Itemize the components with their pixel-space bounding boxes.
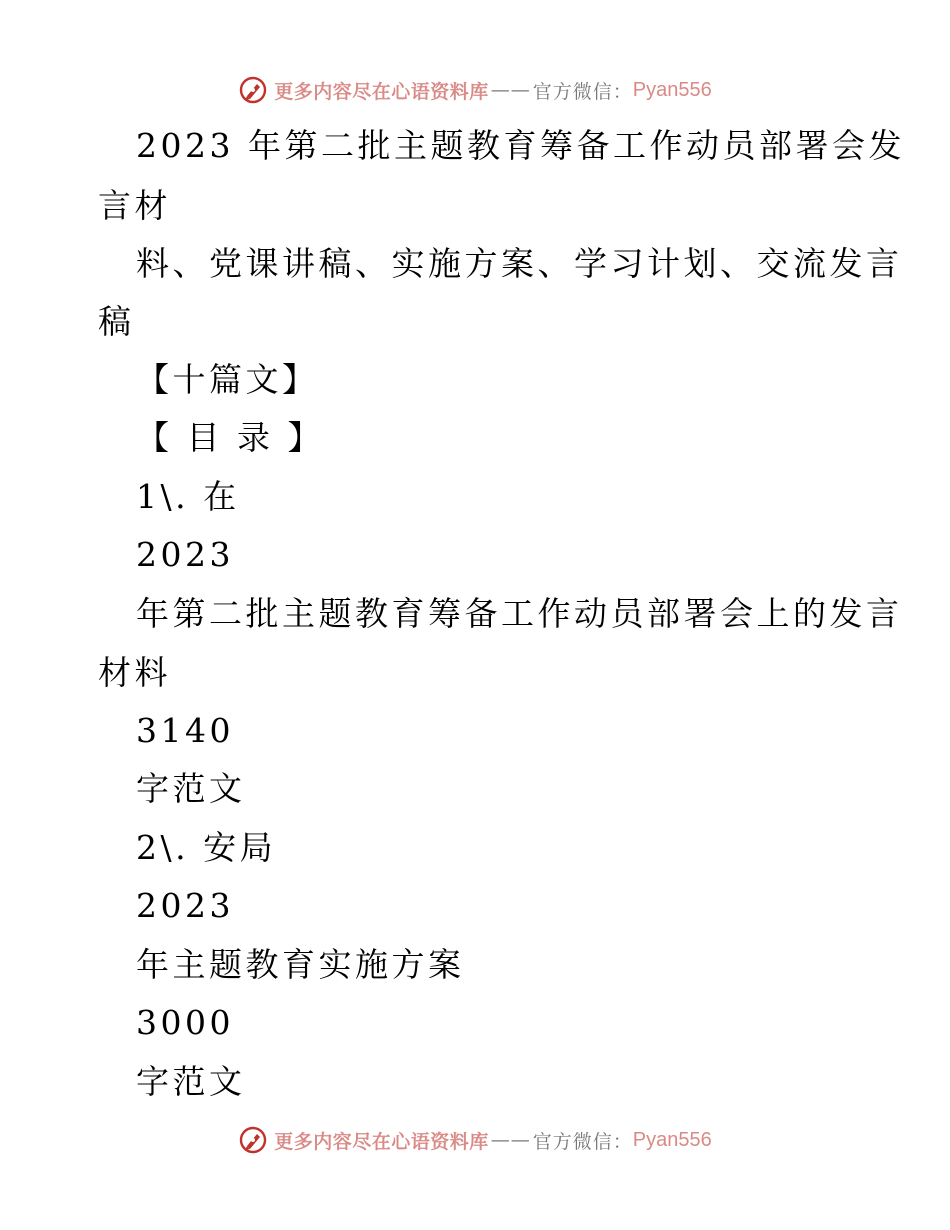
- title-line-4: 稿: [98, 302, 135, 341]
- watermark-separator: ——: [490, 1129, 531, 1151]
- watermark-separator: ——: [490, 79, 531, 101]
- toc-item-1-title-cont: 材料: [98, 653, 171, 692]
- watermark-wechat-label: 官方微信：: [532, 80, 633, 103]
- title-line-3: 料、党课讲稿、实施方案、学习计划、交流发言: [136, 244, 903, 283]
- toc-item-1-suffix: 字范文: [136, 769, 246, 808]
- watermark-wechat-label: 官方微信：: [532, 1130, 633, 1153]
- toc-item-2-count: 3000: [136, 1003, 234, 1042]
- watermark-brand: 更多内容尽在心语资料库: [274, 80, 489, 103]
- toc-item-2-title: 年主题教育实施方案: [136, 945, 465, 984]
- toc-item-1-title: 年第二批主题教育筹备工作动员部署会上的发言: [136, 594, 903, 633]
- title-line-1: 2023 年第二批主题教育筹备工作动员部署会发: [136, 126, 905, 165]
- toc-item-2-number: 2\. 安局: [136, 828, 277, 867]
- toc-item-1-number: 1\. 在: [136, 477, 240, 516]
- footer-watermark: [0, 1120, 950, 1160]
- subtitle: 【十篇文】: [136, 360, 319, 399]
- title-line-2: 言材: [98, 186, 171, 225]
- toc-heading: 【 目 录 】: [136, 418, 324, 457]
- toc-item-1-count: 3140: [136, 711, 234, 750]
- watermark-brand: 更多内容尽在心语资料库: [274, 1130, 489, 1153]
- pen-logo-icon: [238, 1125, 268, 1155]
- toc-item-2-year: 2023: [136, 886, 234, 925]
- watermark-wechat-id: Pyan556: [632, 78, 712, 101]
- toc-item-2-suffix: 字范文: [136, 1062, 246, 1101]
- toc-item-1-year: 2023: [136, 535, 234, 574]
- watermark-wechat-id: Pyan556: [632, 1128, 712, 1151]
